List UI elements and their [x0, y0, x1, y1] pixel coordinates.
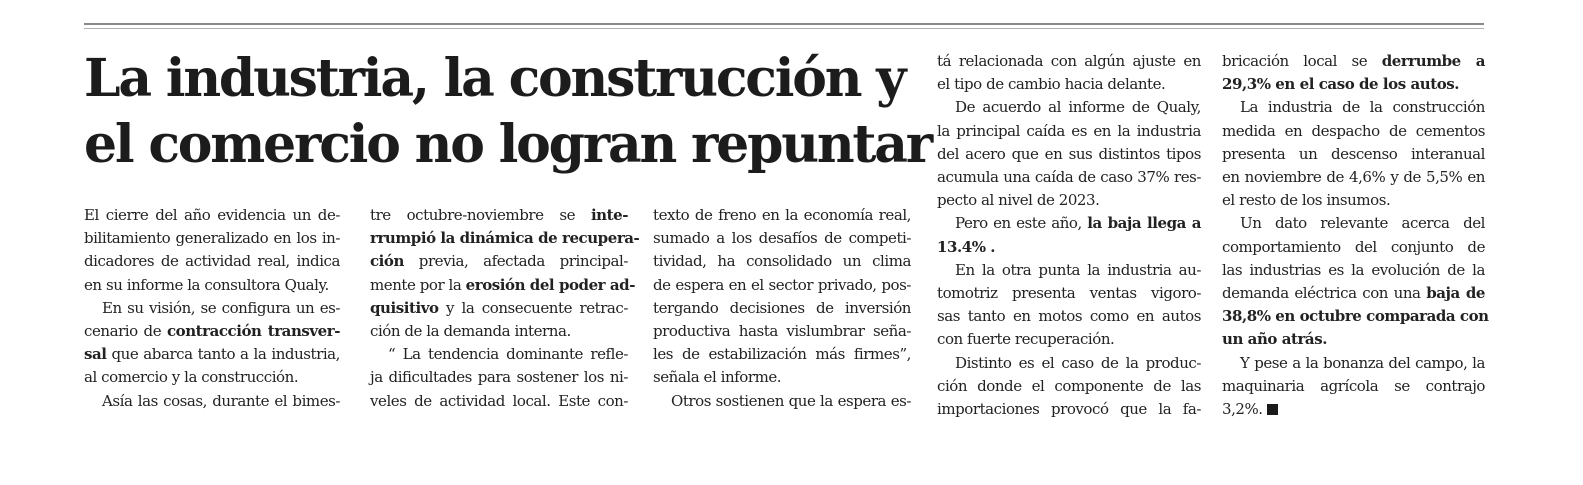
text-line: tre octubre-noviembre se inte- — [370, 206, 628, 224]
text-line: las industrias es la evolución de la — [1222, 260, 1485, 279]
text-line: sas tanto en motos como en autos — [937, 307, 1201, 326]
text-line: la principal caída es en la industria — [937, 121, 1201, 140]
text-line: cenario de contracción transver- — [84, 322, 340, 341]
paragraph — [937, 212, 1201, 258]
text-line: demanda eléctrica con una baja de — [1222, 284, 1485, 303]
text-line — [1222, 328, 1485, 351]
text-line: Distinto es el caso de la produc- — [955, 353, 1201, 372]
text-line: Y pese a la bonanza del campo, la — [1240, 353, 1485, 372]
paragraph — [1222, 50, 1485, 96]
bold-text: rrumpió la dinámica de recupera- — [370, 229, 640, 248]
text-line: bricación local se derrumbe a — [1222, 52, 1485, 70]
bold-text: ción — [370, 252, 404, 271]
headline-line: el comercio no logran repuntar — [84, 114, 931, 175]
text-line: texto de freno en la economía real, — [653, 206, 911, 224]
text-line: acumula una caída de caso 37% res- — [937, 168, 1201, 187]
text-line: Un dato relevante acerca del — [1240, 214, 1485, 233]
article-column-2 — [370, 204, 640, 413]
text-line: les de estabilización más firmes”, — [653, 345, 911, 364]
paragraph — [937, 96, 1201, 212]
text-line: De acuerdo al informe de Qualy, — [955, 98, 1201, 117]
text-line: ción de la demanda interna. — [370, 322, 571, 341]
text-line: ción donde el componente de las — [937, 376, 1201, 395]
text-line: sal que abarca tanto a la industria, — [84, 345, 340, 364]
text-line: El cierre del año evidencia un de- — [84, 206, 340, 224]
bold-text: un año atrás. — [1222, 330, 1327, 349]
text-line: “ La tendencia dominante refle- — [388, 345, 628, 364]
article-column-1 — [84, 204, 340, 413]
bold-text: la baja llega a — [1087, 214, 1201, 233]
bold-text: 13.4% . — [937, 237, 996, 256]
paragraph — [937, 352, 1201, 422]
text-line: Pero en este año, la baja llega a — [955, 214, 1201, 233]
paragraph — [653, 390, 911, 413]
text-line: al comercio y la construcción. — [84, 368, 299, 387]
text-line: sumado a los desafíos de competi- — [653, 229, 911, 248]
text-line: productiva hasta vislumbrar seña- — [653, 322, 911, 341]
paragraph — [84, 390, 340, 413]
text-line: del acero que en sus distintos tipos — [937, 144, 1201, 163]
bold-text: baja de — [1426, 284, 1485, 303]
top-rule-thin — [84, 28, 1484, 29]
text-line — [1222, 305, 1489, 328]
text-line — [1222, 73, 1485, 96]
top-rule — [84, 23, 1484, 25]
headline-line: La industria, la construcción y — [84, 48, 905, 109]
paragraph — [937, 50, 1201, 96]
text-line: tividad, ha consolidado un clima — [653, 252, 911, 271]
text-line: comportamiento del conjunto de — [1222, 237, 1485, 256]
text-line — [370, 227, 640, 250]
text-line: pecto al nivel de 2023. — [937, 191, 1100, 210]
text-line: veles de actividad local. Este con- — [370, 391, 628, 410]
paragraph — [653, 204, 911, 390]
paragraph — [370, 343, 628, 413]
text-line: dicadores de actividad real, indica — [84, 252, 340, 271]
paragraph — [370, 204, 640, 343]
article-column-4 — [937, 50, 1201, 421]
text-line: Otros sostienen que la espera es- — [671, 391, 911, 410]
bold-text: quisitivo — [370, 298, 439, 317]
text-line: el resto de los insumos. — [1222, 191, 1391, 210]
bold-text: inte- — [590, 206, 628, 224]
bold-text: derrumbe a — [1381, 52, 1485, 70]
bold-text: contracción transver- — [166, 322, 340, 341]
text-line: En su visión, se configura un es- — [102, 298, 340, 317]
text-line: En la otra punta la industria au- — [955, 260, 1201, 279]
text-line: ja dificultades para sostener los ni- — [370, 368, 628, 387]
end-of-article-mark — [1267, 404, 1278, 415]
bold-text: erosión del poder ad- — [465, 275, 635, 294]
text-line: Asía las cosas, durante el bimes- — [102, 391, 340, 410]
text-line: de espera en el sector privado, pos- — [653, 275, 911, 294]
paragraph — [84, 297, 340, 390]
text-line: tá relacionada con algún ajuste en — [937, 52, 1201, 70]
text-line: señala el informe. — [653, 368, 782, 387]
text-line: el tipo de cambio hacia delante. — [937, 75, 1166, 94]
text-line: maquinaria agrícola se contrajo — [1222, 376, 1485, 395]
text-line: en su informe la consultora Qualy. — [84, 275, 329, 294]
text-line: quisitivo y la consecuente retrac- — [370, 298, 628, 317]
text-line: tomotriz presenta ventas vigoro- — [937, 284, 1201, 303]
paragraph — [1222, 212, 1489, 351]
bold-text: 29,3% en el caso de los autos. — [1222, 75, 1460, 94]
article-column-5 — [1222, 50, 1489, 421]
text-line: importaciones provocó que la fa- — [937, 400, 1201, 419]
text-line: tergando decisiones de inversión — [653, 298, 911, 317]
text-line: La industria de la construcción — [1240, 98, 1485, 117]
bold-text: 38,8% en octubre comparada con — [1222, 307, 1489, 326]
paragraph — [1222, 96, 1485, 212]
text-line: mente por la erosión del poder ad- — [370, 275, 635, 294]
bold-text: sal — [84, 345, 107, 364]
text-line: 3,2%. — [1222, 398, 1485, 421]
article-headline — [84, 46, 931, 178]
text-line: ción previa, afectada principal- — [370, 252, 628, 271]
paragraph — [1222, 352, 1485, 422]
paragraph — [84, 204, 340, 297]
text-line: presenta un descenso interanual — [1222, 144, 1485, 163]
text-line: en noviembre de 4,6% y de 5,5% en — [1222, 168, 1485, 187]
article-column-3 — [653, 204, 911, 413]
text-line: medida en despacho de cementos — [1222, 121, 1485, 140]
text-line: con fuerte recuperación. — [937, 330, 1115, 349]
text-line — [937, 236, 1201, 259]
text-line: bilitamiento generalizado en los in- — [84, 229, 340, 248]
paragraph — [937, 259, 1201, 352]
